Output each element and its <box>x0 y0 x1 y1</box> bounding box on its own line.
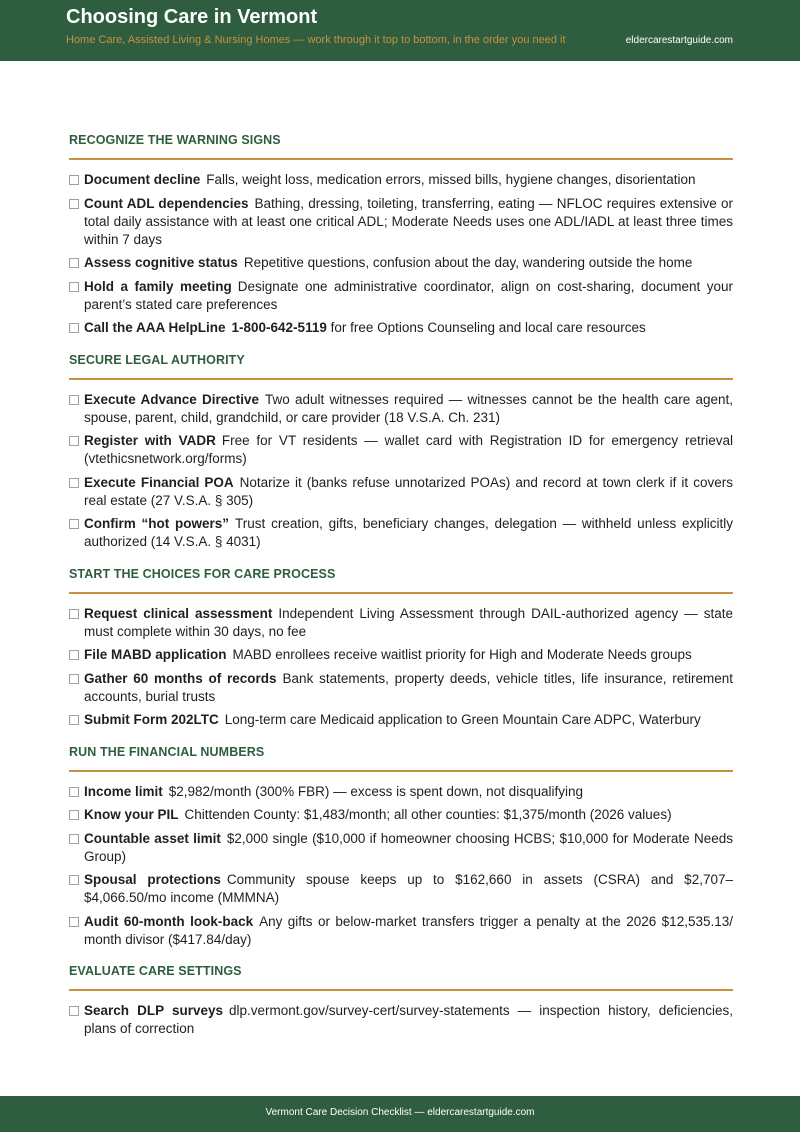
checklist-item <box>69 711 733 729</box>
item-label: Countable asset limit <box>84 830 221 846</box>
checklist-items <box>69 783 733 949</box>
checkbox[interactable] <box>69 875 79 885</box>
item-text: Two adult witnesses required — witnesses cannot be the health care agent, spouse, parent, child, grandchild, or care provider (18 V.S.A. Ch. 231) <box>84 391 733 425</box>
item-text: Bathing, dressing, toileting, transferring, eating — NFLOC requires extensive or total daily assistance with at least one critical ADL; Moderate Needs uses one ADL/IADL at least three times within 7 days <box>84 195 733 247</box>
checklist-item <box>69 830 733 866</box>
page-subtitle: Home Care, Assisted Living & Nursing Homes — work through it top to bottom, in the order you need it <box>66 34 566 46</box>
section-title: START THE CHOICES FOR CARE PROCESS <box>69 557 733 594</box>
checklist-item <box>69 195 733 249</box>
checklist-items <box>69 171 733 337</box>
checkbox[interactable] <box>69 436 79 446</box>
section-title: SECURE LEGAL AUTHORITY <box>69 343 733 380</box>
item-text: $2,982/month (300% FBR) — excess is spent down, not disqualifying <box>168 783 583 799</box>
checkbox[interactable] <box>69 834 79 844</box>
item-label: Execute Advance Directive <box>84 391 260 407</box>
checkbox[interactable] <box>69 519 79 529</box>
checklist-item <box>69 871 733 907</box>
checkbox[interactable] <box>69 609 79 619</box>
item-label: Income limit <box>84 783 163 799</box>
item-text: Trust creation, gifts, beneficiary changes, delegation — withheld unless explicitly authorized (14 V.S.A. § 4031) <box>84 516 733 549</box>
checklist-item <box>69 278 733 314</box>
item-text: Independent Living Assessment through DAIL-authorized agency — state must complete within 30 days, no fee <box>84 605 733 639</box>
item-label: Call the AAA HelpLine <box>84 320 226 335</box>
item-label: Execute Financial POA <box>84 474 234 490</box>
checklist-section <box>69 123 733 337</box>
checklist-items <box>69 1002 733 1038</box>
checkbox[interactable] <box>69 787 79 797</box>
checkbox[interactable] <box>69 199 79 209</box>
item-label: Document decline <box>84 172 201 187</box>
item-label: Search DLP surveys <box>84 1003 223 1018</box>
checklist-section <box>69 343 733 552</box>
section-title: RECOGNIZE THE WARNING SIGNS <box>69 123 733 160</box>
item-text: Community spouse keeps up to $162,660 in assets (CSRA) and $2,707–$4,066.50/mo income (MMMNA) <box>84 872 733 905</box>
item-label: File MABD application <box>84 647 227 662</box>
checklist-item <box>69 605 733 641</box>
checkbox[interactable] <box>69 810 79 820</box>
checkbox[interactable] <box>69 282 79 292</box>
item-text: Any gifts or below-market transfers trigger a penalty at the 2026 $12,535.13/ month divisor ($417.84/day) <box>84 913 733 947</box>
item-text: Notarize it (banks refuse unnotarized POAs) and record at town clerk if it covers real estate (27 V.S.A. § 305) <box>84 474 733 508</box>
checkbox[interactable] <box>69 650 79 660</box>
checklist-items <box>69 605 733 730</box>
item-text: Repetitive questions, confusion about the day, wandering outside the home <box>243 255 693 270</box>
item-label: Know your PIL <box>84 807 179 822</box>
checklist-section <box>69 735 733 949</box>
checkbox[interactable] <box>69 258 79 268</box>
site-link[interactable]: eldercarestartguide.com <box>625 35 733 46</box>
checkbox[interactable] <box>69 1006 79 1016</box>
item-label: Hold a family meeting <box>84 278 232 294</box>
page-title: Choosing Care in Vermont <box>66 6 318 28</box>
checklist-item <box>69 1002 733 1038</box>
item-label: Confirm “hot powers” <box>84 516 230 531</box>
page-header <box>0 0 800 61</box>
checklist-items <box>69 391 733 552</box>
checklist-item <box>69 783 733 801</box>
checkbox[interactable] <box>69 674 79 684</box>
item-label: Request clinical assessment <box>84 605 273 621</box>
item-text: for free Options Counseling and local care resources <box>330 320 646 335</box>
item-text: Bank statements, property deeds, vehicle titles, life insurance, retirement accounts, burial trusts <box>84 670 733 704</box>
checklist-item <box>69 254 733 272</box>
checklist-item <box>69 646 733 664</box>
item-text: Long-term care Medicaid application to Green Mountain Care ADPC, Waterbury <box>224 712 701 727</box>
item-text: dlp.vermont.gov/survey-cert/survey-statements — inspection history, deficiencies, plans of correction <box>84 1003 733 1036</box>
item-text: Free for VT residents — wallet card with Registration ID for emergency retrieval (vtethicsnetwork.org/forms) <box>84 433 733 466</box>
checkbox[interactable] <box>69 715 79 725</box>
section-title: EVALUATE CARE SETTINGS <box>69 954 733 991</box>
checklist-item <box>69 474 733 510</box>
item-text: $2,000 single ($10,000 if homeowner choosing HCBS; $10,000 for Moderate Needs Group) <box>84 830 733 864</box>
item-text: MABD enrollees receive waitlist priority for High and Moderate Needs groups <box>232 647 692 662</box>
item-label: Register with VADR <box>84 433 216 448</box>
item-label: Spousal protections <box>84 872 221 887</box>
item-text: Falls, weight loss, medication errors, missed bills, hygiene changes, disorientation <box>206 172 696 187</box>
checklist-item <box>69 670 733 706</box>
checklist-item <box>69 391 733 427</box>
item-label: Submit Form 202LTC <box>84 712 219 727</box>
phone-number[interactable]: 1-800-642-5119 <box>231 320 327 335</box>
checklist-item <box>69 432 733 468</box>
page-footer: Vermont Care Decision Checklist — eldercarestartguide.com <box>0 1096 800 1132</box>
checkbox[interactable] <box>69 917 79 927</box>
checklist-item <box>69 913 733 949</box>
checklist-item <box>69 171 733 189</box>
checklist-item <box>69 806 733 824</box>
checkbox[interactable] <box>69 323 79 333</box>
checklist-section <box>69 954 733 1038</box>
checklist-content <box>69 123 733 1044</box>
checklist-item <box>69 515 733 551</box>
item-label: Gather 60 months of records <box>84 670 277 686</box>
checkbox[interactable] <box>69 395 79 405</box>
section-title: RUN THE FINANCIAL NUMBERS <box>69 735 733 772</box>
checkbox[interactable] <box>69 478 79 488</box>
checkbox[interactable] <box>69 175 79 185</box>
checklist-item <box>69 319 733 337</box>
item-label: Assess cognitive status <box>84 255 238 270</box>
item-label: Count ADL dependencies <box>84 195 249 211</box>
checklist-section <box>69 557 733 730</box>
item-label: Audit 60-month look-back <box>84 913 254 929</box>
item-text: Chittenden County: $1,483/month; all other counties: $1,375/month (2026 values) <box>184 807 672 822</box>
item-text: Designate one administrative coordinator, align on cost-sharing, document your parent’s stated care preferences <box>84 278 734 312</box>
